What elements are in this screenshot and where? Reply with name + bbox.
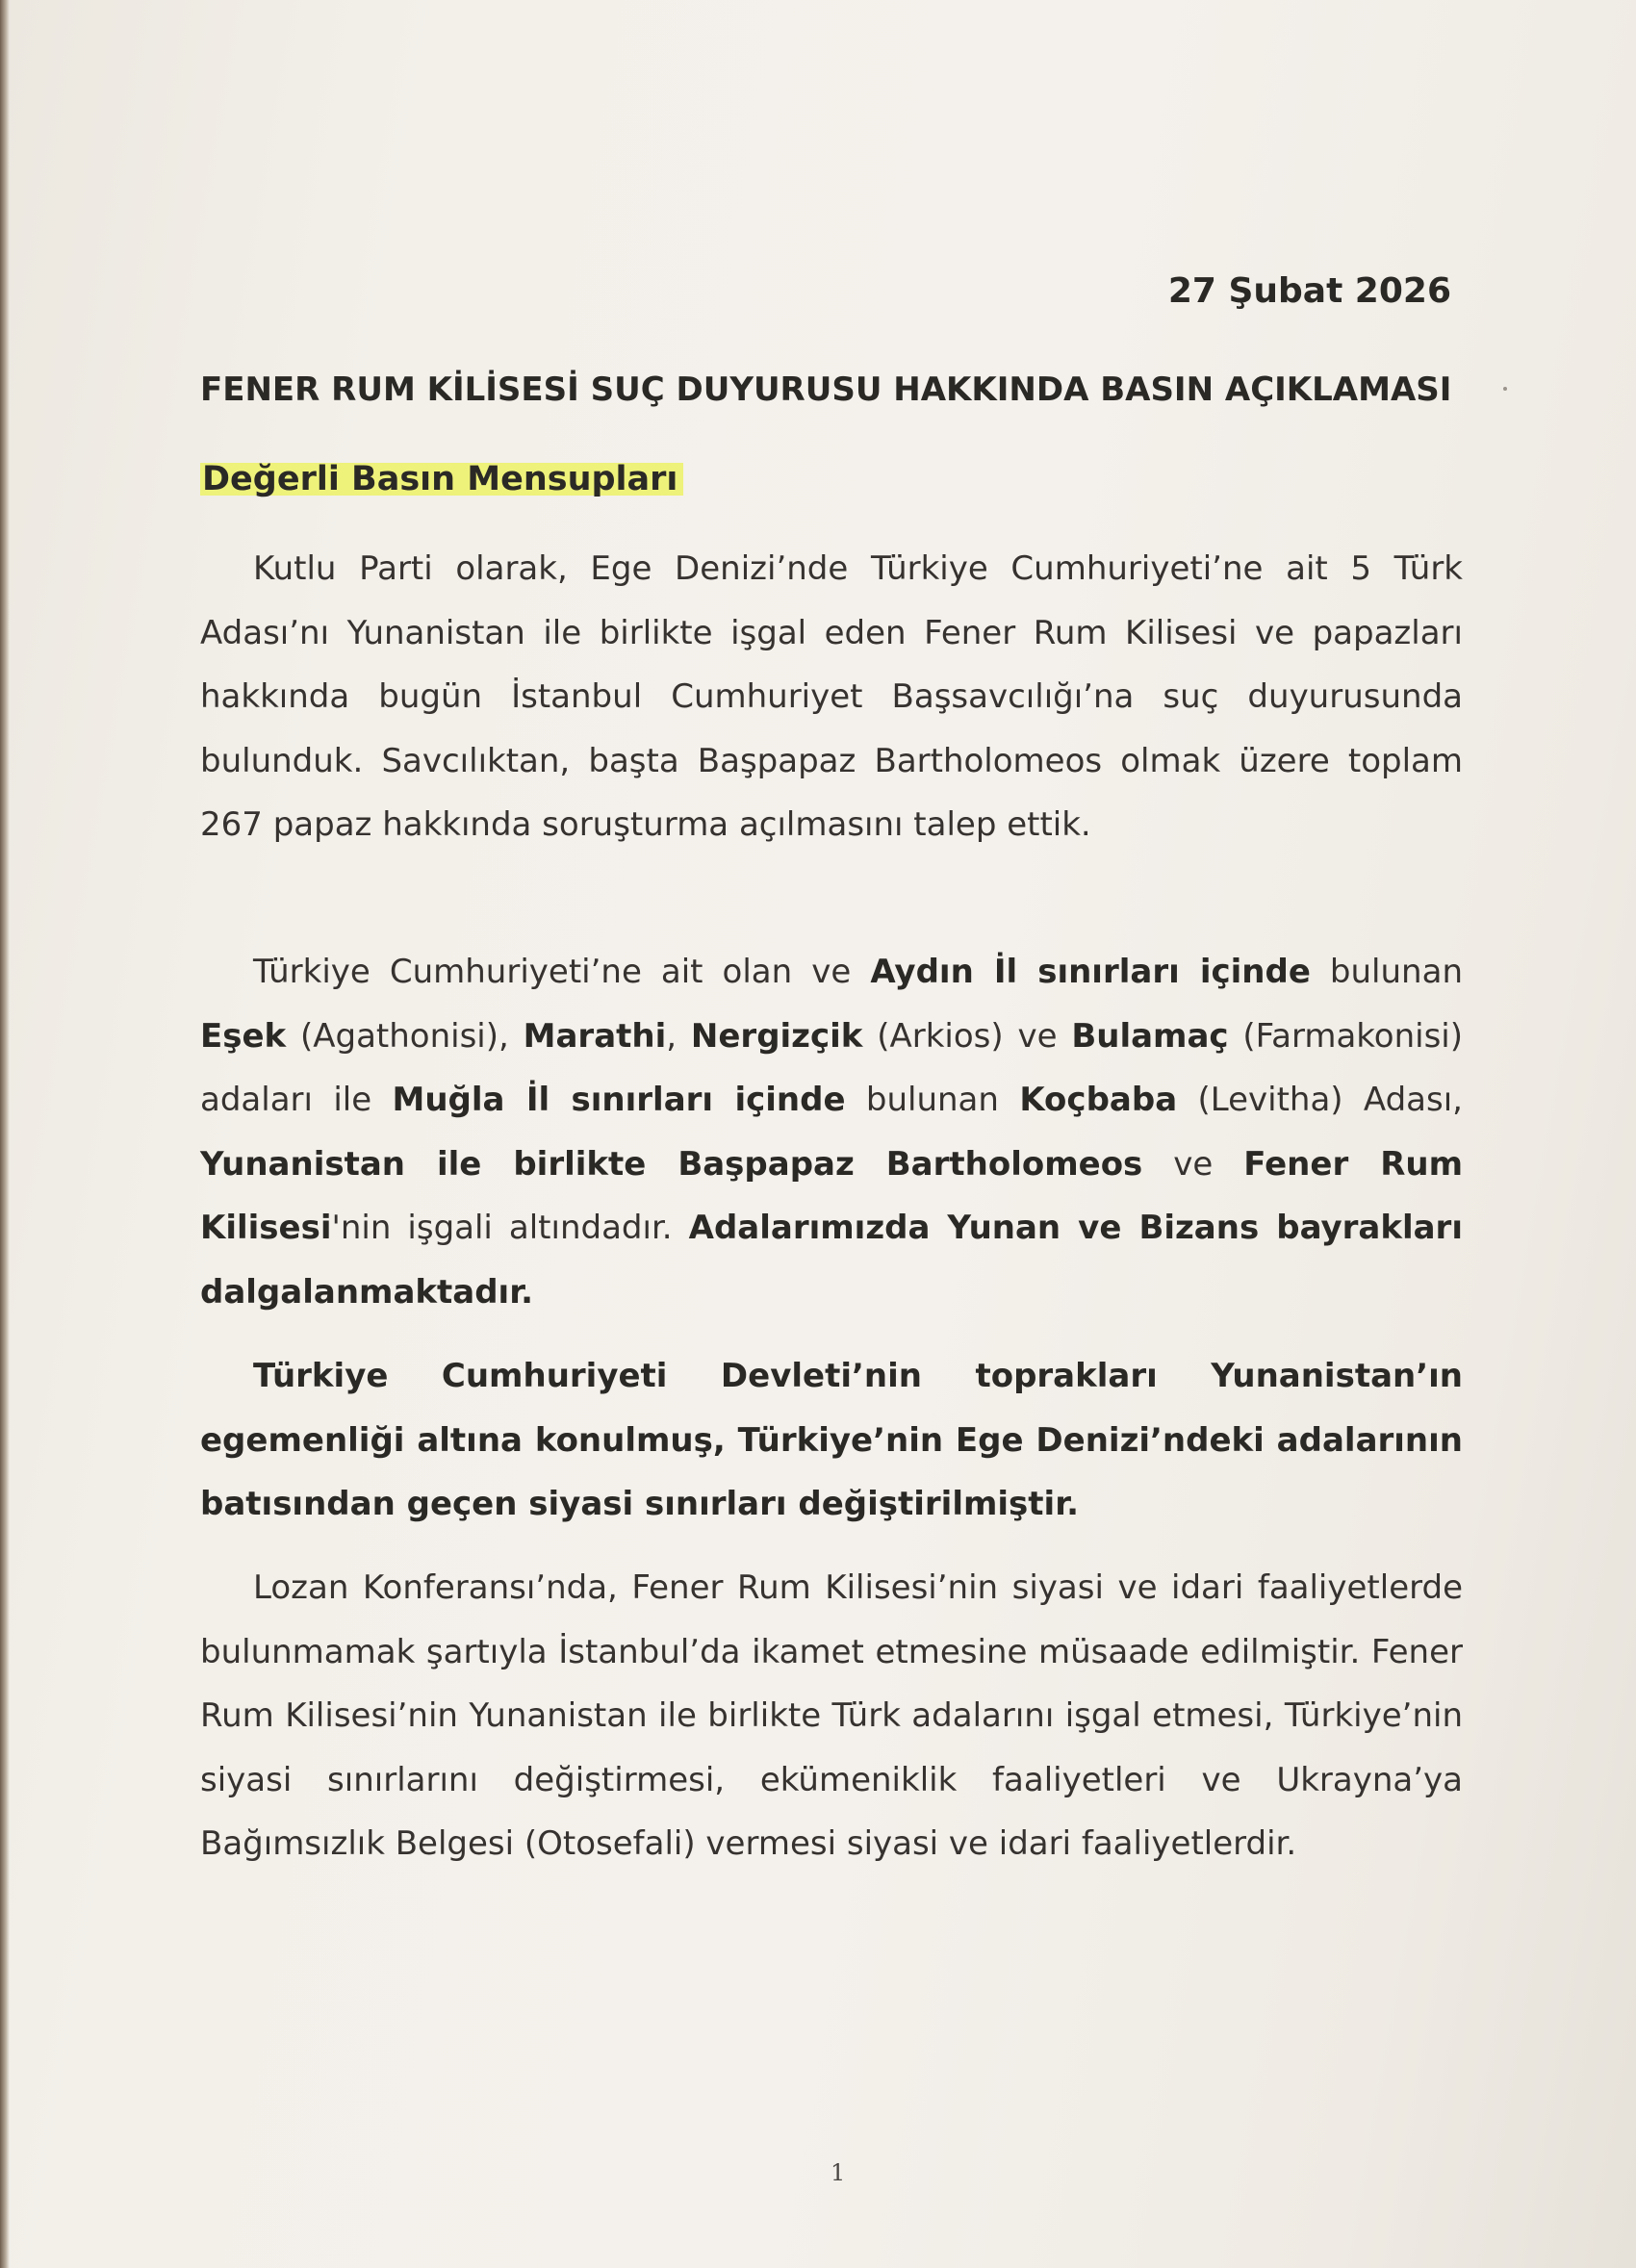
document-date: 27 Şubat 2026 [1167,271,1451,311]
document-title: FENER RUM KİLİSESİ SUÇ DUYURUSU HAKKINDA BASIN AÇIKLAMASI [200,370,1452,409]
p2-bold: Marathi [523,1016,667,1056]
paragraph-1: Kutlu Parti olarak, Ege Denizi’nde Türkiye Cumhuriyeti’ne ait 5 Türk Adası’nı Yunanistan ile birlikte işgal eden Fener Rum Kilisesi ve papazları hakkında bugün İstanbul Cumhuriyet Başsavcılığı’na suç duyurusunda bulunduk. Savcılıktan, başta Başpapaz Bartholomeos olmak üzere toplam 267 papaz hakkında soruşturma açılmasını talep ettik. [200,549,1463,844]
p2-text: (Arkios) ve [862,1016,1072,1056]
salutation-highlighted: Değerli Basın Mensupları [200,460,683,498]
paragraph-2 [200,940,1463,1324]
p2-text: (Farmakonisi) adaları ile [200,1016,1463,1119]
p2-bold: Muğla İl sınırları içinde [392,1081,846,1119]
page-number: 1 [831,2159,846,2186]
p2-text: (Levitha) Adası, [1177,1081,1463,1119]
p2-text: Türkiye Cumhuriyeti’ne ait olan ve [253,953,871,991]
p2-text: (Agathonisi), [286,1016,524,1056]
p2-text: , [666,1016,691,1056]
p2-text: bulunan [845,1081,1020,1119]
p2-bold: Koçbaba [1019,1081,1178,1119]
p2-text: ve [1142,1144,1244,1184]
paragraph-4: Lozan Konferansı’nda, Fener Rum Kilisesi’nin siyasi ve idari faaliyetlerde bulunmamak şartıyla İstanbul’da ikamet etmesine müsaade edilmiştir. Fener Rum Kilisesi’nin Yunanistan ile birlikte Türk adalarını işgal etmesi, Türkiye’nin siyasi sınırlarını değiştirmesi, ekümeniklik faaliyetleri ve Ukrayna’ya Bağımsızlık Belgesi (Otosefali) vermesi siyasi ve idari faaliyetlerdir. [200,1568,1463,1863]
p2-bold: Aydın İl sınırları içinde [870,953,1311,991]
p2-bold: Yunanistan ile birlikte Başpapaz Bartholomeos [200,1144,1143,1184]
p2-text: 'nin işgali altındadır. [331,1209,689,1247]
p2-bold: Eşek [200,1016,287,1056]
paper-speck [1503,387,1507,391]
p2-bold: Adalarımızda Yunan ve Bizans bayrakları dalgalanmaktadır. [200,1209,1463,1312]
p2-bold: Nergizçik [690,1016,863,1056]
paragraph-3: Türkiye Cumhuriyeti Devleti’nin toprakları Yunanistan’ın egemenliği altına konulmuş, Türkiye’nin Ege Denizi’ndeki adalarının batısından geçen siyasi sınırları değiştirilmiştir. [200,1357,1463,1523]
p2-bold: Bulamaç [1071,1016,1229,1056]
p2-bold: Fener Rum Kilisesi [200,1144,1464,1247]
p2-text: bulunan [1310,953,1463,991]
